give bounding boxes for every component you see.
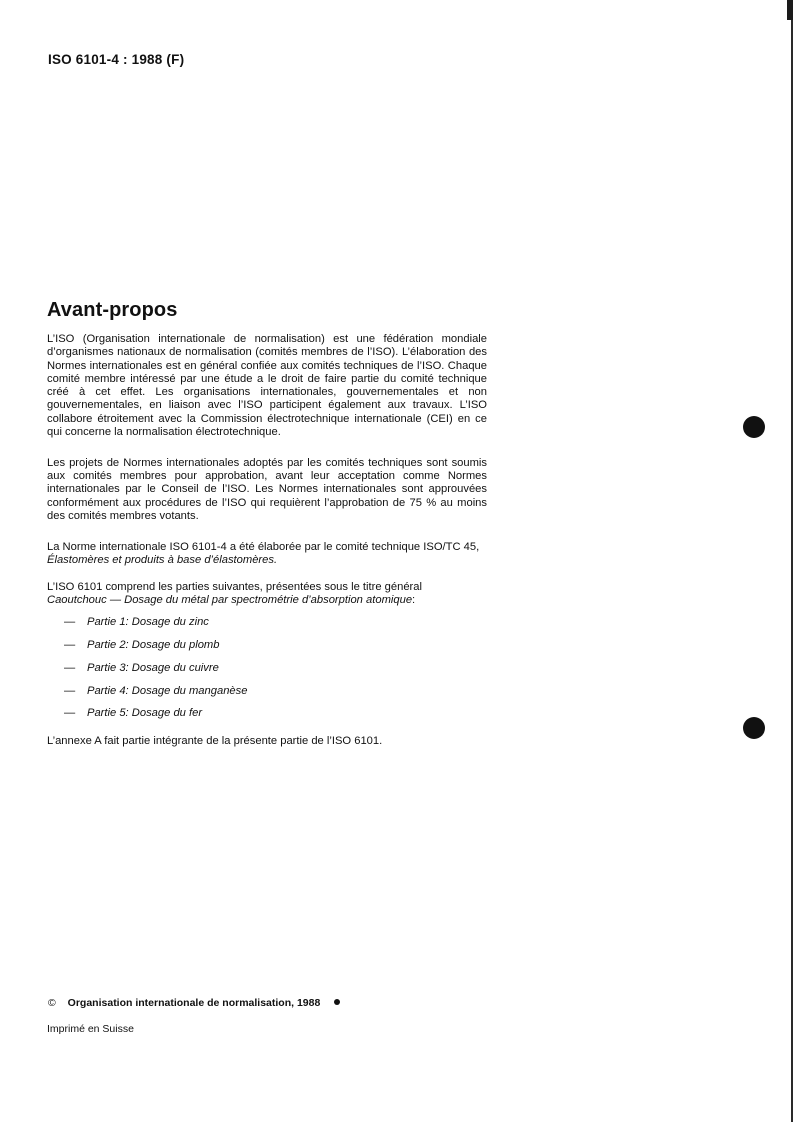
part-label: Partie 5: Dosage du fer bbox=[87, 707, 203, 720]
copyright-line bbox=[48, 997, 340, 1009]
list-item bbox=[47, 616, 487, 629]
page-edge-mark bbox=[787, 0, 793, 20]
margin-bullet-mark bbox=[743, 416, 765, 438]
dash-bullet: — bbox=[64, 684, 76, 697]
dash-bullet: — bbox=[64, 661, 76, 674]
paragraph-annex: L’annexe A fait partie intégrante de la présente partie de l’ISO 6101. bbox=[47, 734, 383, 747]
committee-text: La Norme internationale ISO 6101-4 a été élaborée par le comité technique ISO/TC 45, bbox=[47, 540, 480, 553]
part-label: Partie 2: Dosage du plomb bbox=[87, 639, 220, 652]
part-label: Partie 1: Dosage du zinc bbox=[87, 616, 209, 629]
copyright-symbol: © bbox=[48, 997, 56, 1009]
general-title-colon: : bbox=[412, 594, 416, 607]
general-title: Caoutchouc — Dosage du métal par spectrométrie d’absorption atomique bbox=[47, 594, 413, 607]
committee-title: Élastomères et produits à base d’élastomères. bbox=[47, 554, 278, 567]
list-item bbox=[47, 639, 487, 652]
page-title: Avant-propos bbox=[47, 299, 178, 321]
list-item bbox=[47, 685, 487, 698]
document-reference: ISO 6101-4 : 1988 (F) bbox=[48, 52, 185, 67]
copyright-holder: Organisation internationale de normalisation, 1988 bbox=[67, 997, 321, 1009]
paragraph-committee bbox=[47, 541, 487, 568]
parts-list bbox=[47, 616, 487, 720]
dash-bullet: — bbox=[64, 616, 76, 629]
margin-bullet-mark bbox=[743, 717, 765, 739]
part-label: Partie 4: Dosage du manganèse bbox=[87, 684, 248, 697]
list-item bbox=[47, 707, 487, 720]
printed-in: Imprimé en Suisse bbox=[47, 1023, 134, 1035]
part-label: Partie 3: Dosage du cuivre bbox=[87, 661, 219, 674]
list-item bbox=[47, 662, 487, 675]
paragraph-approval: Les projets de Normes internationales adoptés par les comités techniques sont soumis aux comités membres pour approbation, avant leur acceptation comme Normes internationales par le Conseil de l’ISO. Les Normes internationales sont approuvées conformément aux procédures de l’ISO qui requièrent l’approbation de 75 % au moins des comités membres votants. bbox=[47, 456, 487, 523]
bullet-mark bbox=[334, 999, 340, 1005]
paragraph-parts-intro bbox=[47, 581, 487, 608]
dash-bullet: — bbox=[64, 707, 76, 720]
paragraph-iso-intro: L’ISO (Organisation internationale de normalisation) est une fédération mondiale d’organismes nationaux de normalisation (comités membres de l’ISO). L’élaboration des Normes internationales est en général confiée aux comités techniques de l’ISO. Chaque comité membre intéressé par une étude a le droit de faire partie du comité technique créé à cet effet. Les organisations internationales, gouvernementales et non gouvernementales, en liaison avec l’ISO participent également aux travaux. L’ISO collabore étroitement avec la Commission électrotechnique internationale (CEI) en ce qui concerne la normalisation électrotechnique. bbox=[47, 333, 487, 439]
foreword-body bbox=[47, 333, 487, 761]
dash-bullet: — bbox=[64, 639, 76, 652]
parts-intro-text: L’ISO 6101 comprend les parties suivantes, présentées sous le titre général bbox=[47, 580, 422, 593]
